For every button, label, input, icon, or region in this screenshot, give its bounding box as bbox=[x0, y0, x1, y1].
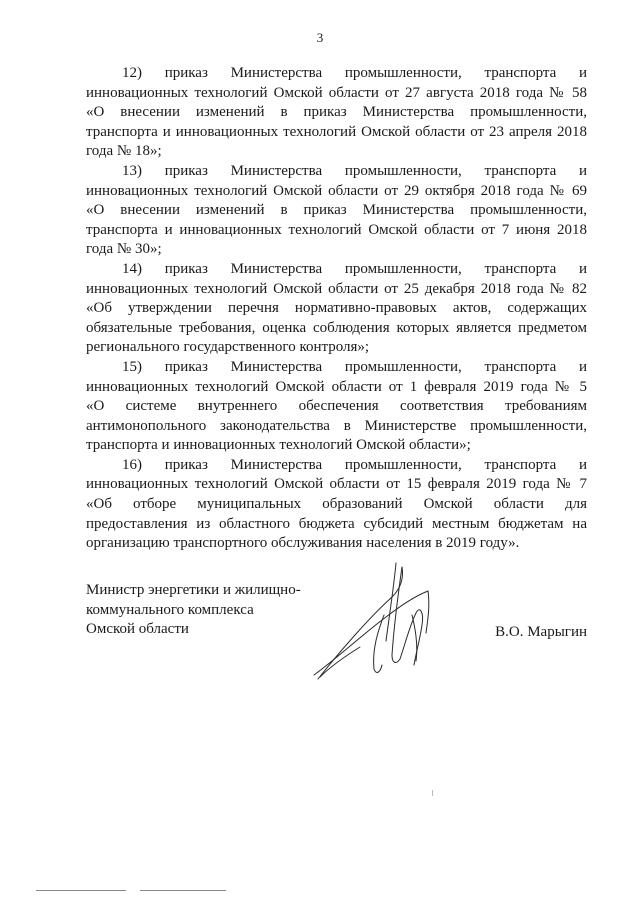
footer-rule bbox=[36, 890, 126, 891]
text-line: транспорта и инновационных технологий Омской области»; bbox=[86, 437, 471, 454]
list-item bbox=[86, 64, 587, 162]
text-line: инновационных технологий Омской области от 29 октября 2018 года № 69 bbox=[86, 182, 587, 199]
text-line: «О системе внутреннего обеспечения соответствия требованиям bbox=[86, 398, 587, 415]
text-line: инновационных технологий Омской области от 25 декабря 2018 года № 82 bbox=[86, 280, 587, 297]
footer-rule bbox=[140, 890, 226, 891]
text-line: 13) приказ Министерства промышленности, транспорта и bbox=[122, 162, 587, 179]
scan-mark bbox=[432, 790, 433, 796]
list-item bbox=[86, 260, 587, 358]
text-line: организацию транспортного обслуживания населения в 2019 году». bbox=[86, 535, 520, 552]
page-number: 3 bbox=[316, 30, 324, 45]
text-line: транспорта и инновационных технологий Омской области от 7 июня 2018 bbox=[86, 221, 587, 238]
text-line: «О внесении изменений в приказ Министерства промышленности, bbox=[86, 202, 587, 219]
text-line: обязательные требования, оценка соблюдения которых является предметом bbox=[86, 319, 587, 336]
text-line: регионального государственного контроля»; bbox=[86, 339, 370, 356]
text-line: антимонопольного законодательства в Министерстве промышленности, bbox=[86, 417, 587, 434]
text-line: 14) приказ Министерства промышленности, транспорта и bbox=[122, 260, 587, 277]
text-line: транспорта и инновационных технологий Омской области от 23 апреля 2018 bbox=[86, 123, 587, 140]
list-item bbox=[86, 358, 587, 456]
document-body bbox=[86, 64, 587, 554]
signer-name: В.О. Марыгин bbox=[495, 624, 587, 640]
position-line: Омской области bbox=[86, 621, 189, 638]
text-line: инновационных технологий Омской области от 27 августа 2018 года № 58 bbox=[86, 84, 587, 101]
text-line: 15) приказ Министерства промышленности, транспорта и bbox=[122, 358, 587, 375]
text-line: 12) приказ Министерства промышленности, транспорта и bbox=[122, 65, 587, 81]
text-line: 16) приказ Министерства промышленности, транспорта и bbox=[122, 456, 587, 473]
text-line: года № 18»; bbox=[86, 143, 162, 160]
text-line: «Об утверждении перечня нормативно-правовых актов, содержащих bbox=[86, 300, 587, 317]
text-line: «Об отборе муниципальных образований Омской области для bbox=[86, 496, 587, 513]
text-line: инновационных технологий Омской области от 1 февраля 2019 года № 5 bbox=[86, 378, 587, 395]
list-item bbox=[86, 456, 587, 554]
text-line: предоставления из областного бюджета субсидий местным бюджетам на bbox=[86, 515, 587, 532]
handwritten-signature bbox=[300, 555, 450, 690]
text-line: года № 30»; bbox=[86, 241, 162, 258]
text-line: «О внесении изменений в приказ Министерства промышленности, bbox=[86, 104, 587, 121]
text-line: инновационных технологий Омской области от 15 февраля 2019 года № 7 bbox=[86, 476, 587, 493]
list-item bbox=[86, 162, 587, 260]
position-line: коммунального комплекса bbox=[86, 601, 254, 618]
position-line: Министр энергетики и жилищно- bbox=[86, 582, 301, 598]
